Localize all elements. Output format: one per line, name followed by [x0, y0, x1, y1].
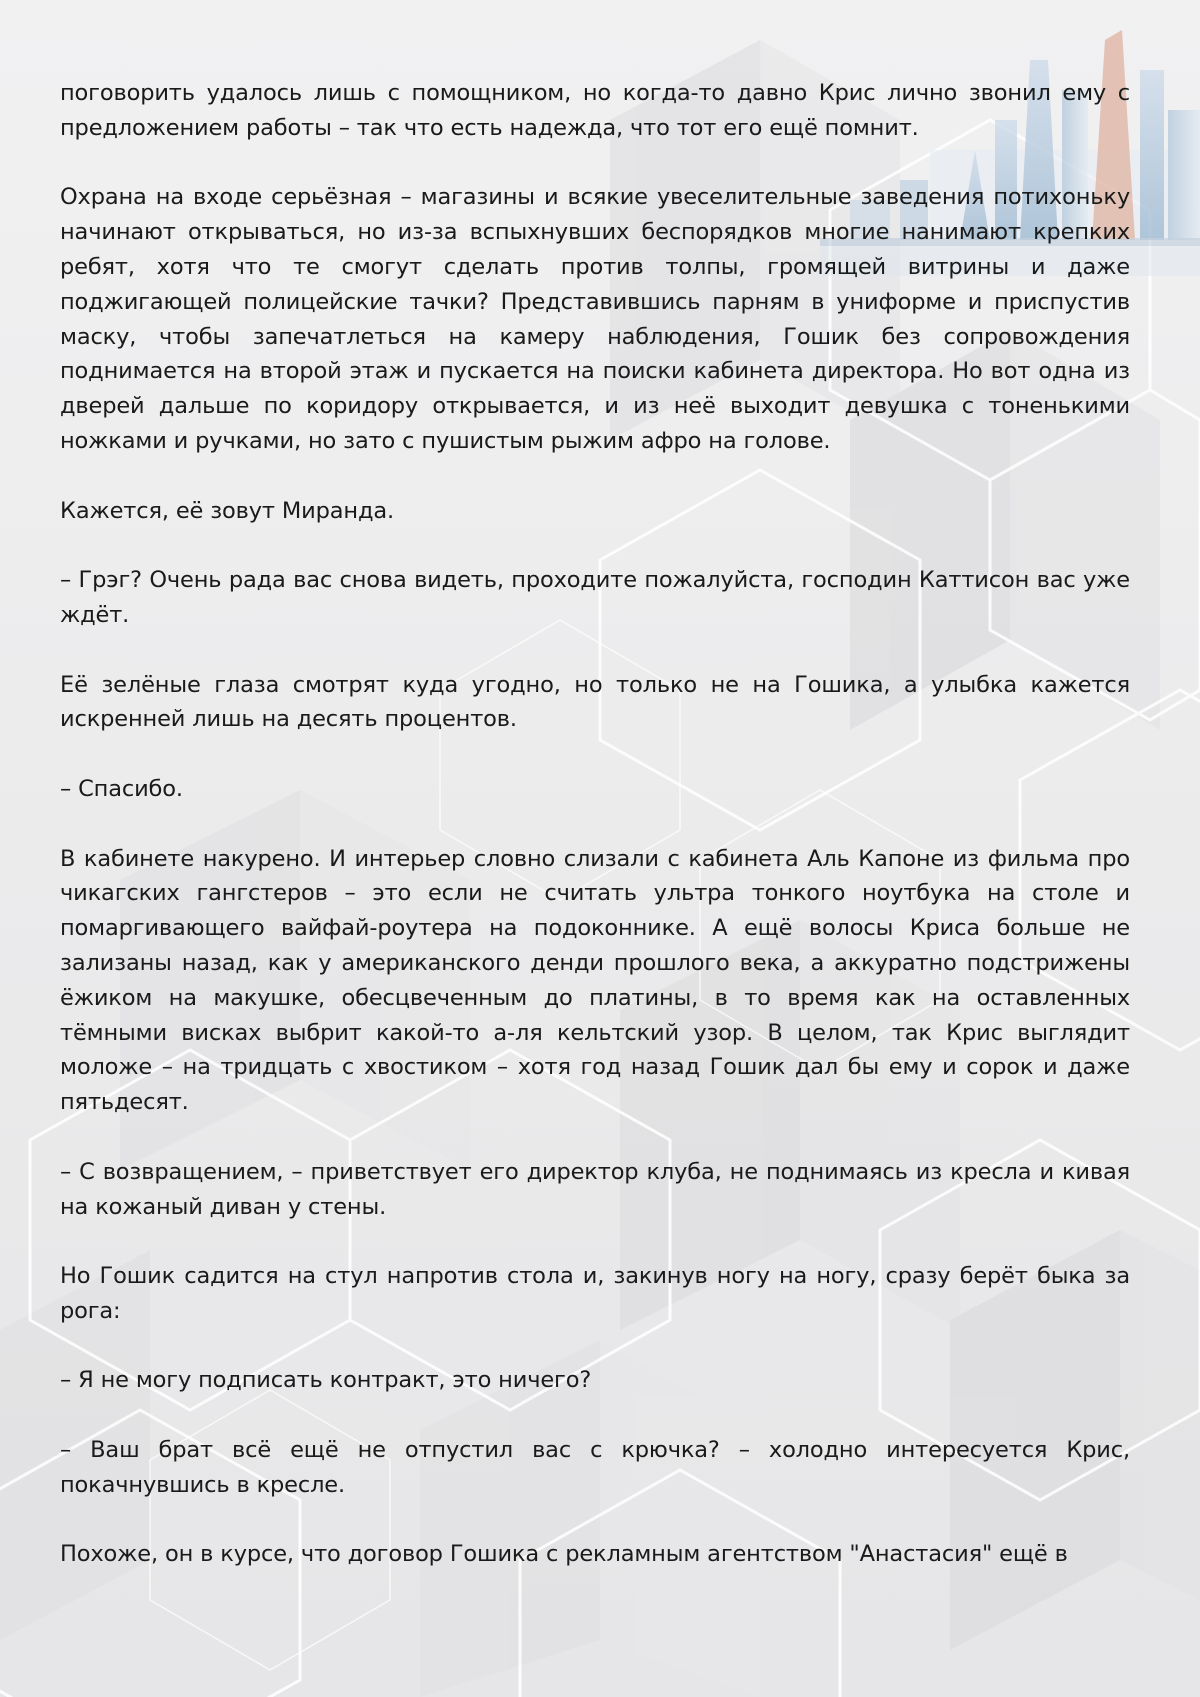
document-body — [60, 76, 1130, 1572]
paragraph: – Я не могу подписать контракт, это ничего? — [60, 1367, 592, 1394]
paragraph: – Ваш брат всё ещё не отпустил вас с крючка? – холодно интересуется Крис, покачнувшись в кресле. — [60, 1437, 1130, 1498]
paragraph-truncated: Похоже, он в курсе, что договор Гошика с рекламным агентством "Анастасия" ещё в — [60, 1541, 1068, 1568]
paragraph: В кабинете накурено. И интерьер словно слизали с кабинета Аль Капоне из фильма про чикагских гангстеров – это если не считать ультра тонкого ноутбука на столе и помаргивающего вайфай-роутера на подоконнике. А ещё волосы Криса больше не зализаны назад, как у американского денди прошлого века, а аккуратно подстрижены ёжиком на макушке, обесцвеченным до платины, в то время как на оставленных тёмными висках выбрит какой-то а-ля кельтский узор. В целом, так Крис выглядит моложе – на тридцать с хвостиком – хотя год назад Гошик дал бы ему и сорок и даже пятьдесят. — [60, 845, 1130, 1116]
paragraph: Её зелёные глаза смотрят куда угодно, но только не на Гошика, а улыбка кажется искренней лишь на десять процентов. — [60, 671, 1130, 733]
paragraph: поговорить удалось лишь с помощником, но когда-то давно Крис лично звонил ему с предложением работы – так что есть надежда, что тот его ещё помнит. — [60, 80, 1130, 141]
paragraph: Охрана на входе серьёзная – магазины и всякие увеселительные заведения потихоньку начинают открываться, но из-за вспыхнувших беспорядков многие нанимают крепких ребят, хотя что те смогут сделать против толпы, громящей витрины и даже поджигающей полицейские тачки? Представившись парням в униформе и приспустив маску, чтобы запечатлеться на камеру наблюдения, Гошик без сопровождения поднимается на второй этаж и пускается на поиски кабинета директора. Но вот одна из дверей дальше по коридору открывается, и из неё выходит девушка с тоненькими ножками и ручками, но зато с пушистым рыжим афро на голове. — [60, 184, 1130, 454]
paragraph: Кажется, её зовут Миранда. — [60, 497, 395, 524]
paragraph: – С возвращением, – приветствует его директор клуба, не поднимаясь из кресла и кивая на кожаный диван у стены. — [60, 1158, 1130, 1220]
paragraph: – Грэг? Очень рада вас снова видеть, проходите пожалуйста, господин Каттисон вас уже ждёт. — [60, 567, 1130, 628]
paragraph: – Спасибо. — [60, 775, 183, 802]
paragraph: Но Гошик садится на стул напротив стола и, закинув ногу на ногу, сразу берёт быка за рога: — [60, 1263, 1130, 1324]
